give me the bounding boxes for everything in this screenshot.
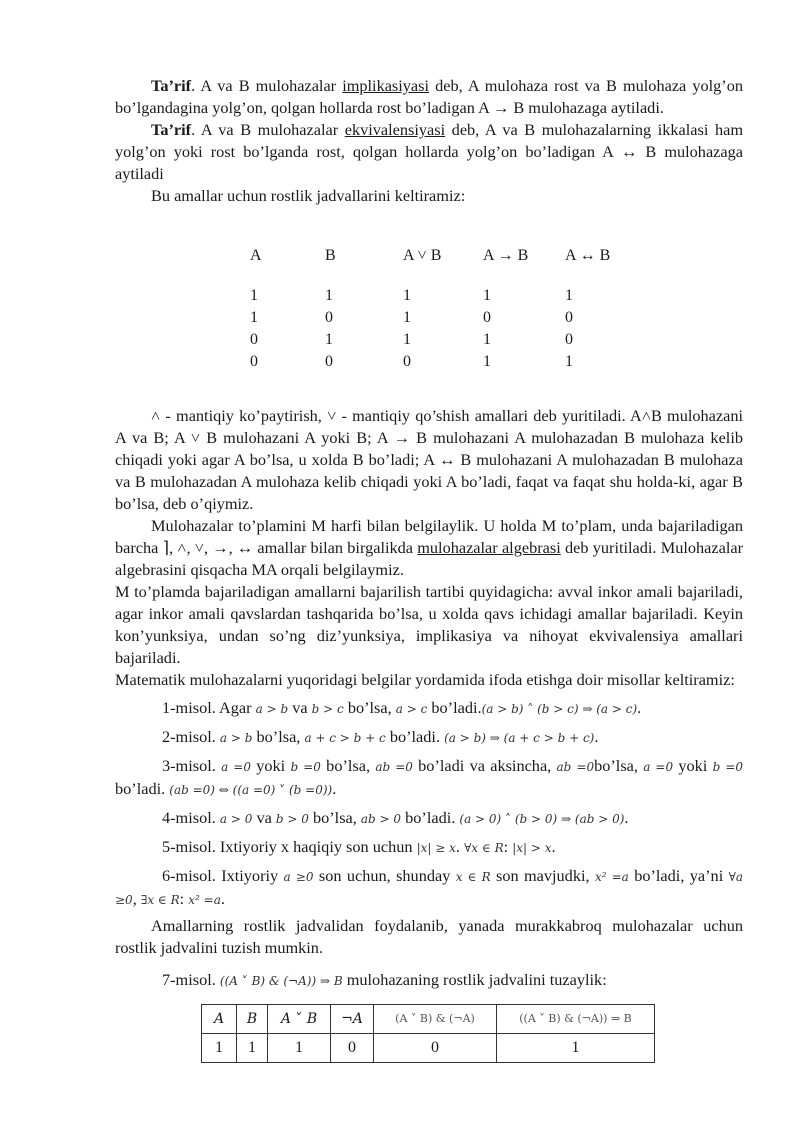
document-page	[115, 75, 743, 1063]
column-header: ((A ˅ B) & (¬A)) ⇒ B	[497, 1005, 655, 1034]
table-construction-paragraph: Amallarning rostlik jadvalidan foydalanib, yanada murakkabroq mulohazalar uchun rostlik jadvalini tuzish mumkin.	[115, 916, 743, 957]
formula: (a > 0) ˄ (b > 0) ⇒ (ab > 0)	[459, 812, 625, 826]
order-paragraph: M to’plamda bajariladigan amallarni bajarilish tartibi quyidagicha: avval inkor amali bajariladi, agar inkor amali qavslardan tashqarida bo’lsa, u xolda qavs ichidagi amallar bajariladi. Keyin kon’yunksiya, undan so’ng diz’yunksiya, implikasiya va nihoyat ekvivalensiya amallari bajariladi.	[115, 582, 743, 667]
example-6: 6-misol. Ixtiyoriy a ≥0 son uchun, shunday x ∈ R son mavjudki, x² =a bo’ladi, ya’ni ∀a ≥0, ∃x ∈ R: x² =a.	[115, 866, 743, 908]
truth-table	[250, 245, 635, 373]
column-header: ¬A	[331, 1005, 374, 1034]
definition-implication: Ta’rif. A va B mulohazalar implikasiyasi deb, A mulohaza rost va B mulohaza yolg’on bo’lgandagina yolg’on, qolgan hollarda rost bo’ladigan A → B mulohazaga aytiladi.	[115, 76, 743, 117]
term-implication: implikasiyasi	[342, 76, 430, 95]
operators-paragraph: ˄ - mantiqiy ko’paytirish, ˅ - mantiqiy qo’shish amallari deb yuritiladi. A˄B mulohazani A va B; A ˅ B mulohazani A yoki B; A → B mulohazani A mulohazadan B mulohaza kelib chiqadi yoki agar A bo’lsa, u xolda B bo’ladi; A ↔ B mulohazani A mulohazadan B mulohaza va B mulohazadan A mulohaza kelib chiqadi yoki A bo’ladi, faqat va faqat shu holda-ki, agar B bo’lsa, deb o’qiymiz.	[115, 406, 743, 513]
term-equivalence: ekvivalensiyasi	[344, 120, 446, 139]
example-1: 1-misol. Agar a > b va b > c bo’lsa, a > c bo’ladi.(a > b) ˄ (b > c) ⇒ (a > c).	[162, 698, 642, 717]
table-row: 0 1 1 1 0	[250, 331, 573, 348]
column-header: B	[325, 247, 336, 264]
example-2: 2-misol. a > b bo’lsa, a + c > b + c bo’ladi. (a > b) ⇒ (a + c > b + c).	[162, 727, 599, 746]
algebra-paragraph: Mulohazalar to’plamini M harfi bilan belgilaylik. U holda M to’plam, unda bajariladigan barcha ⌉, ˄, ˅, →, ↔ amallar bilan birgalikda mulohazalar algebrasi deb yuritiladi. Mulohazalar algebrasini qisqacha MA orqali belgilaymiz.	[115, 516, 744, 579]
column-header: A → B	[483, 247, 529, 264]
column-header: A ↔ B	[565, 247, 611, 264]
column-header: A ˅ B	[268, 1005, 331, 1034]
definition-label: Ta’rif	[151, 120, 192, 139]
truth-table-header	[250, 245, 635, 285]
table-row: 0 0 0 1 1	[250, 353, 573, 370]
column-header: B	[237, 1005, 268, 1034]
compound-truth-table	[201, 1004, 655, 1063]
example-4: 4-misol. a > 0 va b > 0 bo’lsa, ab > 0 bo’ladi. (a > 0) ˄ (b > 0) ⇒ (ab > 0).	[162, 808, 629, 827]
definition-label: Ta’rif	[151, 76, 192, 95]
term-algebra: mulohazalar algebrasi	[417, 538, 561, 557]
example-3: 3-misol. a =0 yoki b =0 bo’lsa, ab =0 bo’ladi va aksincha, ab =0bo’lsa, a =0 yoki b =0 bo’ladi. (ab =0) ⇔ ((a =0) ˅ (b =0)).	[115, 756, 744, 798]
definition-equivalence: Ta’rif. A va B mulohazalar ekvivalensiyasi deb, A va B mulohazalarning ikkalasi ham yolg’on yoki rost bo’lganda rost, qolgan hollarda yolg’on bo’ladigan A ↔ B mulohazaga aytiladi	[115, 120, 743, 183]
column-header: A	[250, 247, 262, 264]
compound-table-header	[202, 1005, 655, 1034]
table-row: 1 1 1 1 1	[250, 287, 573, 304]
example-7: 7-misol. ((A ˅ B) & (¬A)) ⇒ B mulohazaning rostlik jadvalini tuzaylik:	[162, 970, 607, 989]
examples-intro: Matematik mulohazalarni yuqoridagi belgilar yordamida ifoda etishga doir misollar keltiramiz:	[115, 670, 735, 689]
formula: ((A ˅ B) & (¬A)) ⇒ B	[219, 974, 343, 988]
column-header: A	[202, 1005, 237, 1034]
table-row: 1 0 1 0 0	[250, 309, 573, 326]
intro-paragraph: Bu amallar uchun rostlik jadvallarini keltiramiz:	[151, 186, 466, 205]
formula: (ab =0) ⇔ ((a =0) ˅ (b =0))	[169, 783, 333, 797]
example-5: 5-misol. Ixtiyoriy x haqiqiy son uchun |x| ≥ x. ∀x ∈ R: |x| > x.	[162, 837, 556, 856]
formula: (a > b) ˄ (b > c) ⇒ (a > c)	[481, 702, 638, 716]
column-header: A ˅ B	[403, 247, 442, 264]
table-row: 1 1 1 0 0 1	[202, 1034, 655, 1063]
formula: (a > b) ⇒ (a + c > b + c)	[444, 731, 595, 745]
column-header: (A ˅ B) & (¬A)	[374, 1005, 497, 1034]
